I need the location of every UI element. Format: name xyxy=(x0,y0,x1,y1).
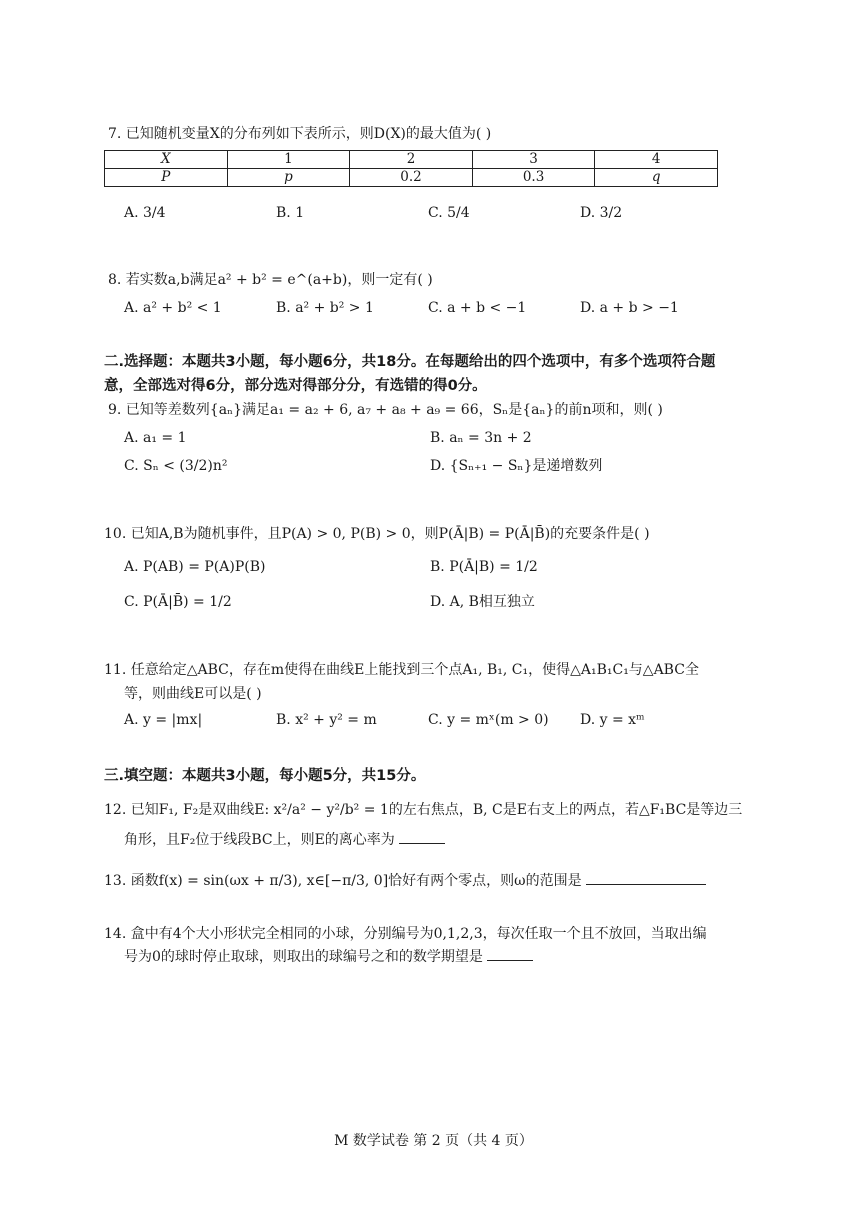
q13-stem-line xyxy=(104,870,706,891)
table-cell: q xyxy=(595,169,718,187)
q8-option-c: C. a + b < −1 xyxy=(428,300,527,316)
q10-stem: 10. 已知A,B为随机事件，且P(A) > 0, P(B) > 0，则P(Ā|B) = P(Ā|B̄)的充要条件是( ) xyxy=(104,526,650,542)
q11-stem-line1: 11. 任意给定△ABC，存在m使得在曲线E上能找到三个点A₁, B₁, C₁，使得△A₁B₁C₁与△ABC全 xyxy=(104,662,699,678)
q8-stem: 8. 若实数a,b满足a² + b² = e^(a+b)，则一定有( ) xyxy=(108,272,433,288)
q10-option-b: B. P(Ā|B) = 1/2 xyxy=(430,559,538,575)
q9-stem: 9. 已知等差数列{aₙ}满足a₁ = a₂ + 6, a₇ + a₈ + a₉ = 66，Sₙ是{aₙ}的前n项和，则( ) xyxy=(108,402,663,418)
section2-heading-line1: 二.选择题：本题共3小题，每小题6分，共18分。在每题给出的四个选项中，有多个选项符合题 xyxy=(104,354,716,370)
table-cell: P xyxy=(105,169,228,187)
q12-answer-blank[interactable] xyxy=(399,829,445,844)
section3-heading: 三.填空题：本题共3小题，每小题5分，共15分。 xyxy=(104,768,426,784)
page-footer: M 数学试卷 第 2 页（共 4 页） xyxy=(334,1133,533,1149)
q9-option-a: A. a₁ = 1 xyxy=(124,430,187,446)
q14-line2-text: 号为0的球时停止取球，则取出的球编号之和的数学期望是 xyxy=(124,949,483,965)
q7-stem: 7. 已知随机变量X的分布列如下表所示，则D(X)的最大值为( ) xyxy=(108,126,492,142)
q8-option-b: B. a² + b² > 1 xyxy=(276,300,374,316)
table-cell: 0.3 xyxy=(472,169,595,187)
q10-option-d: D. A, B相互独立 xyxy=(430,594,535,610)
q7-option-c: C. 5/4 xyxy=(428,205,470,221)
q10-option-a: A. P(AB) = P(A)P(B) xyxy=(124,559,266,575)
q14-stem-line2 xyxy=(124,946,533,967)
table-cell: 0.2 xyxy=(350,169,473,187)
q14-stem-line1: 14. 盒中有4个大小形状完全相同的小球，分别编号为0,1,2,3，每次任取一个且不放回，当取出编 xyxy=(104,926,707,942)
q7-option-b: B. 1 xyxy=(276,205,305,221)
q13-stem: 13. 函数f(x) = sin(ωx + π/3), x∈[−π/3, 0]恰好有两个零点，则ω的范围是 xyxy=(104,873,582,889)
table-row xyxy=(105,151,718,169)
q8-option-a: A. a² + b² < 1 xyxy=(124,300,222,316)
q9-option-b: B. aₙ = 3n + 2 xyxy=(430,430,532,446)
q10-option-c: C. P(Ā|B̄) = 1/2 xyxy=(124,594,232,610)
table-cell: 3 xyxy=(472,151,595,169)
q11-stem-line2: 等，则曲线E可以是( ) xyxy=(124,686,262,702)
table-cell: 1 xyxy=(227,151,350,169)
table-row xyxy=(105,169,718,187)
distribution-table xyxy=(104,150,718,187)
q7-option-d: D. 3/2 xyxy=(580,205,623,221)
table-cell: 4 xyxy=(595,151,718,169)
q13-answer-blank[interactable] xyxy=(586,870,706,885)
table-cell: p xyxy=(227,169,350,187)
section2-heading-line2: 意，全部选对得6分，部分选对得部分分，有选错的得0分。 xyxy=(104,378,487,394)
q8-option-d: D. a + b > −1 xyxy=(580,300,679,316)
q12-line2-text: 角形，且F₂位于线段BC上，则E的离心率为 xyxy=(124,832,395,848)
q11-option-a: A. y = |mx| xyxy=(124,712,203,728)
q14-answer-blank[interactable] xyxy=(487,946,533,961)
q9-option-d: D. {Sₙ₊₁ − Sₙ}是递增数列 xyxy=(430,458,603,474)
q9-option-c: C. Sₙ < (3/2)n² xyxy=(124,458,228,474)
q11-option-d: D. y = xᵐ xyxy=(580,712,645,728)
q12-stem-line1: 12. 已知F₁, F₂是双曲线E: x²/a² − y²/b² = 1的左右焦点，B, C是E右支上的两点，若△F₁BC是等边三 xyxy=(104,802,743,818)
q11-option-b: B. x² + y² = m xyxy=(276,712,377,728)
q11-option-c: C. y = mˣ(m > 0) xyxy=(428,712,549,728)
q7-option-a: A. 3/4 xyxy=(124,205,166,221)
table-cell: 2 xyxy=(350,151,473,169)
q12-stem-line2 xyxy=(124,829,445,850)
table-cell: X xyxy=(105,151,228,169)
